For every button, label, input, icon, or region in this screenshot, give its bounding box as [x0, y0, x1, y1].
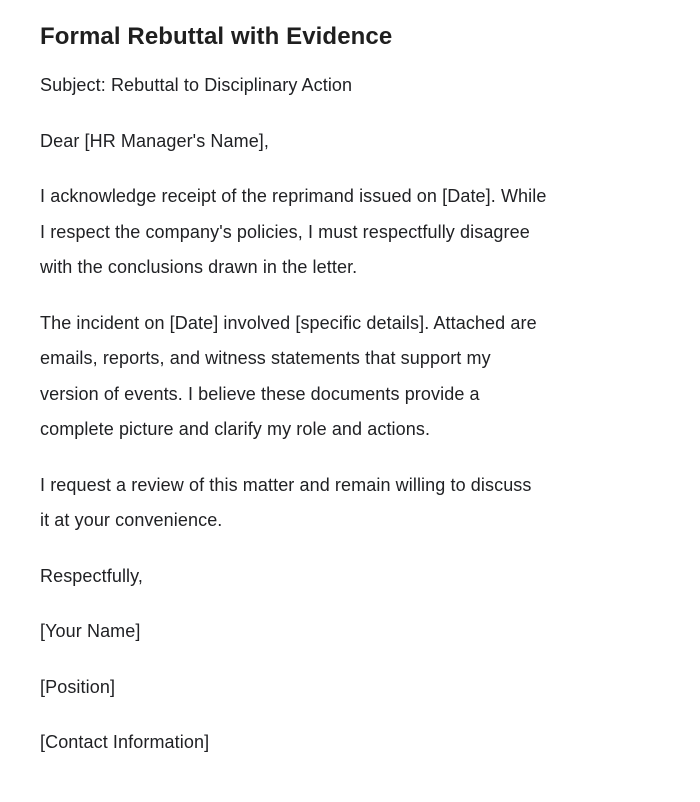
paragraph [40, 725, 660, 761]
paragraph [40, 179, 660, 286]
paragraph-line: it at your convenience. [40, 510, 223, 530]
paragraph-line: complete picture and clarify my role and actions. [40, 419, 431, 439]
paragraph-line: Dear [HR Manager's Name], [40, 130, 270, 151]
paragraph-line: version of events. I believe these documents provide a [40, 383, 480, 404]
paragraph-line: emails, reports, and witness statements that support my [40, 348, 491, 368]
paragraph-line: I request a review of this matter and remain willing to discuss [40, 474, 532, 495]
paragraph [40, 68, 660, 104]
paragraph [40, 614, 660, 650]
paragraph [40, 559, 660, 595]
paragraph [40, 670, 660, 706]
paragraph [40, 468, 660, 539]
letter-body [40, 68, 660, 761]
paragraph [40, 306, 660, 448]
paragraph-line: [Contact Information] [40, 732, 210, 752]
paragraph-line: The incident on [Date] involved [specific details]. Attached are [40, 312, 537, 333]
paragraph-line: I respect the company's policies, I must respectfully disagree [40, 221, 530, 242]
document-title: Formal Rebuttal with Evidence [40, 23, 393, 50]
paragraph [40, 124, 660, 160]
paragraph-line: Subject: Rebuttal to Disciplinary Action [40, 75, 353, 95]
paragraph-line: [Your Name] [40, 621, 141, 641]
paragraph-line: [Position] [40, 676, 116, 697]
paragraph-line: with the conclusions drawn in the letter. [40, 257, 358, 277]
paragraph-line: Respectfully, [40, 565, 144, 586]
paragraph-line: I acknowledge receipt of the reprimand issued on [Date]. While [40, 186, 547, 206]
